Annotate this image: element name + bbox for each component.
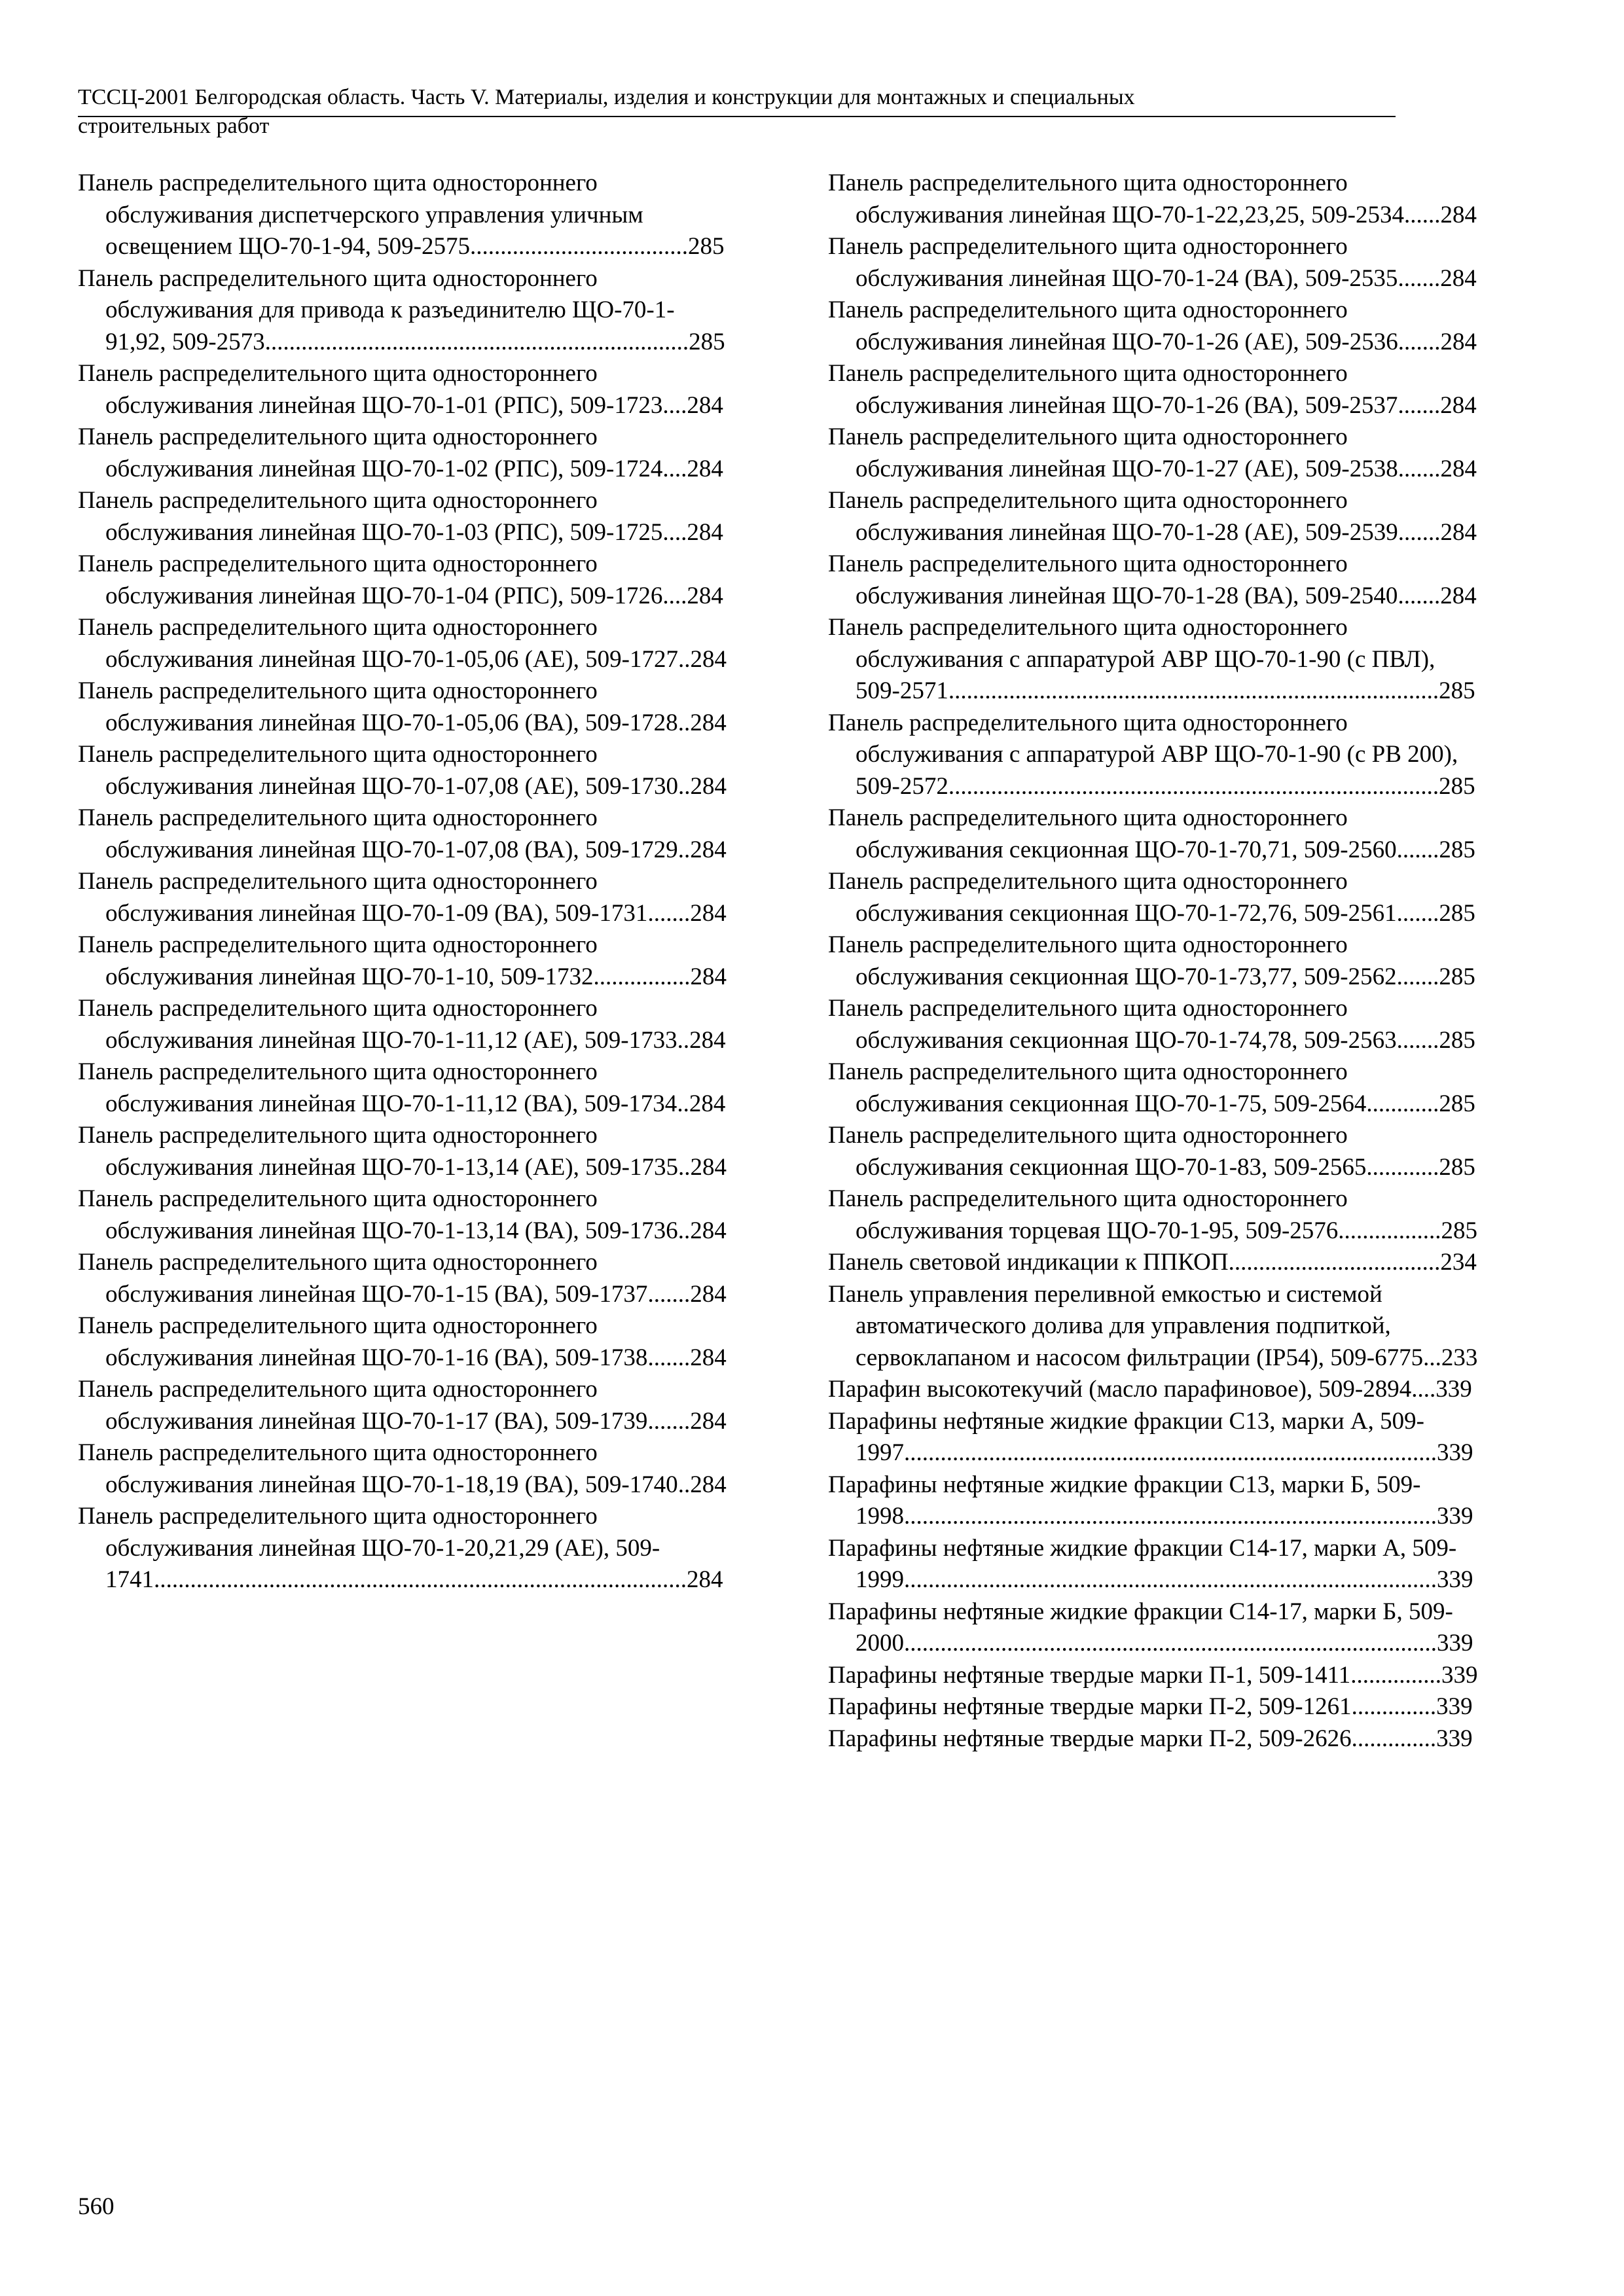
index-entry-text: Парафины нефтяные жидкие фракции С13, марки А, 509-1997 <box>828 1407 1424 1466</box>
index-entry-leader: .... <box>662 391 687 419</box>
index-entry <box>78 1374 731 1437</box>
index-entry-text: Панель распределительного щита одностороннего обслуживания линейная ЩО-70-1-13,14 (ВА), 509-1736 <box>78 1185 678 1244</box>
index-entry-leader: ....... <box>647 1344 691 1371</box>
index-entry-text: Панель распределительного щита одностороннего обслуживания линейная ЩО-70-1-27 (АЕ), 509-2538 <box>828 423 1398 482</box>
index-entry-text: Панель распределительного щита одностороннего обслуживания линейная ЩО-70-1-18,19 (ВА), 509-1740 <box>78 1439 678 1498</box>
index-entry-page: 339 <box>1437 1503 1473 1530</box>
index-entry <box>78 422 731 485</box>
index-entry-leader: .. <box>677 836 691 863</box>
index-entry <box>828 1279 1481 1374</box>
index-entry <box>828 708 1481 803</box>
index-entry <box>78 866 731 929</box>
index-entry-leader: .............. <box>1351 1725 1437 1752</box>
index-entry <box>828 295 1481 358</box>
index-entry-leader: ...................................................................... <box>264 328 689 355</box>
index-entry-text: Панель распределительного щита одностороннего обслуживания линейная ЩО-70-1-24 (ВА), 509-2535 <box>828 233 1398 292</box>
index-entry-text: Панель распределительного щита одностороннего обслуживания диспетчерского управления уличным освещением ЩО-70-1-94, 509-2575 <box>78 170 643 260</box>
index-entry-page: 284 <box>690 1153 727 1181</box>
index-entry-leader: .. <box>677 1471 691 1498</box>
index-entry <box>828 1183 1481 1247</box>
index-entry-leader: .. <box>677 1090 689 1117</box>
index-entry-text: Панель распределительного щита одностороннего обслуживания секционная ЩО-70-1-74,78, 509-2563 <box>828 995 1397 1054</box>
index-entry-page: 284 <box>1440 455 1477 482</box>
index-entry-text: Панель распределительного щита одностороннего обслуживания линейная ЩО-70-1-26 (АЕ), 509-2536 <box>828 296 1398 355</box>
index-entry <box>828 993 1481 1056</box>
index-entry-page: 284 <box>687 455 723 482</box>
index-entry-leader: .... <box>662 582 687 609</box>
index-entry-page: 284 <box>689 1026 726 1054</box>
index-entry-page: 284 <box>687 391 723 419</box>
index-entry-page: 285 <box>1439 836 1475 863</box>
index-entry-text: Парафин высокотекучий (масло парафиновое), 509-2894 <box>828 1376 1412 1403</box>
index-entry-page: 284 <box>690 1217 727 1244</box>
index-entry-text: Панель распределительного щита одностороннего обслуживания линейная ЩО-70-1-10, 509-1732 <box>78 931 598 990</box>
header-title-continuation: строительных работ <box>78 114 270 138</box>
index-entry-text: Панель распределительного щита одностороннего обслуживания секционная ЩО-70-1-70,71, 509-2560 <box>828 804 1397 863</box>
index-entry <box>828 422 1481 485</box>
index-entry <box>78 168 731 263</box>
index-entry-leader: .. <box>677 1153 691 1181</box>
index-entry-page: 339 <box>1436 1693 1473 1720</box>
index-entry <box>828 1469 1481 1533</box>
index-entry-text: Панель распределительного щита одностороннего обслуживания линейная ЩО-70-1-07,08 (АЕ), 509-1730 <box>78 741 678 800</box>
index-entry-leader: .... <box>1411 1376 1436 1403</box>
header-divider <box>78 116 1396 117</box>
index-entry <box>78 1501 731 1596</box>
index-entry-page: 285 <box>1439 1090 1475 1117</box>
index-entry-leader: ....... <box>1396 899 1439 927</box>
index-entry-leader: ....... <box>647 1407 691 1435</box>
header-title: ТССЦ-2001 Белгородская область. Часть V. Материалы, изделия и конструкции для монтажных и специальных <box>78 85 1135 109</box>
index-entry-leader: ....... <box>1398 455 1441 482</box>
index-entry-page: 285 <box>687 233 725 260</box>
index-entry <box>828 612 1481 708</box>
index-entry-text: Панель распределительного щита одностороннего обслуживания линейная ЩО-70-1-13,14 (АЕ), 509-1735 <box>78 1122 678 1181</box>
index-entry-leader: .... <box>662 518 687 546</box>
index-entry <box>78 263 731 359</box>
index-entry-page: 233 <box>1441 1344 1478 1371</box>
index-entry-page: 234 <box>1440 1249 1477 1276</box>
index-entry-text: Панель распределительного щита одностороннего обслуживания секционная ЩО-70-1-83, 509-2565 <box>828 1122 1367 1181</box>
index-entry-text: Панель распределительного щита одностороннего обслуживания линейная ЩО-70-1-28 (ВА), 509-2540 <box>828 550 1398 609</box>
index-entry <box>828 1056 1481 1120</box>
index-entry-leader: ................ <box>593 963 691 990</box>
index-entry-page: 285 <box>1439 1026 1475 1054</box>
index-entry-page: 339 <box>1436 1725 1473 1752</box>
index-entry <box>78 358 731 422</box>
index-entry-text: Панель распределительного щита одностороннего обслуживания линейная ЩО-70-1-17 (ВА), 509-1739 <box>78 1376 648 1435</box>
index-column-right <box>828 168 1481 1755</box>
index-entry-leader: .. <box>677 709 691 736</box>
index-entry-page: 284 <box>690 1407 727 1435</box>
index-entry-page: 284 <box>690 645 727 673</box>
index-entry-text: Панель распределительного щита одностороннего обслуживания линейная ЩО-70-1-16 (ВА), 509-1738 <box>78 1312 648 1371</box>
index-entry-text: Панель распределительного щита одностороннего обслуживания линейная ЩО-70-1-07,08 (ВА), 509-1729 <box>78 804 678 863</box>
index-entry-text: Парафины нефтяные жидкие фракции С14-17, марки Б, 509-2000 <box>828 1598 1453 1657</box>
index-entry-text: Парафины нефтяные твердые марки П-2, 509-2626 <box>828 1725 1352 1752</box>
index-entry-leader: ....... <box>1398 328 1441 355</box>
index-entry-page: 284 <box>690 1471 727 1498</box>
index-entry <box>828 866 1481 929</box>
index-entry <box>828 358 1481 422</box>
index-entry-page: 284 <box>690 1280 727 1308</box>
index-entry <box>828 231 1481 295</box>
index-entry-leader: ....... <box>1396 963 1439 990</box>
index-entry-page: 284 <box>1440 518 1477 546</box>
index-entry <box>78 612 731 675</box>
index-entry <box>828 1660 1481 1692</box>
index-entry-text: Парафины нефтяные твердые марки П-2, 509-1261 <box>828 1693 1352 1720</box>
index-entry-leader: .. <box>677 772 691 800</box>
index-entry-leader: ............... <box>1350 1661 1441 1689</box>
index-entry-page: 284 <box>687 582 723 609</box>
index-entry-page: 339 <box>1437 1630 1473 1657</box>
index-entry-page: 285 <box>1439 772 1475 800</box>
index-entry-text: Панель распределительного щита одностороннего обслуживания линейная ЩО-70-1-09 (ВА), 509-1731 <box>78 868 648 927</box>
index-entry-leader: ........................................................................................ <box>904 1439 1437 1466</box>
index-entry <box>828 802 1481 866</box>
index-entry-page: 284 <box>690 836 727 863</box>
index-entry-leader: ....... <box>1398 518 1441 546</box>
index-entry-text: Панель распределительного щита одностороннего обслуживания линейная ЩО-70-1-22,23,25, 509-2534 <box>828 170 1404 228</box>
index-entry-page: 285 <box>1439 899 1475 927</box>
index-entry-page: 284 <box>1440 201 1477 228</box>
index-entry-text: Панель световой индикации к ППКОП <box>828 1249 1229 1276</box>
index-entry-text: Парафины нефтяные жидкие фракции С13, марки Б, 509-1998 <box>828 1471 1421 1530</box>
index-entry-text: Панель распределительного щита одностороннего обслуживания линейная ЩО-70-1-20,21,29 (АЕ), 509-1741 <box>78 1503 660 1593</box>
index-entry-leader: .. <box>677 1026 690 1054</box>
index-entry-text: Панель распределительного щита одностороннего обслуживания линейная ЩО-70-1-03 (РПС), 509-1725 <box>78 487 663 546</box>
index-entry-text: Панель распределительного щита одностороннего обслуживания с аппаратурой АВР ЩО-70-1-90 (с РВ 200), 509-2572 <box>828 709 1458 800</box>
index-entry-text: Панель распределительного щита одностороннего обслуживания линейная ЩО-70-1-02 (РПС), 509-1724 <box>78 423 663 482</box>
index-entry <box>828 1120 1481 1183</box>
page-number: 560 <box>78 2193 115 2220</box>
index-entry-page: 285 <box>1439 963 1475 990</box>
index-entry-leader: .... <box>662 455 687 482</box>
index-entry-leader: ....... <box>1398 582 1441 609</box>
page-header <box>78 83 1396 141</box>
index-entry <box>828 1533 1481 1596</box>
index-entry-page: 339 <box>1437 1566 1473 1593</box>
index-entry <box>78 1120 731 1183</box>
index-entry <box>78 1247 731 1310</box>
index-entry-leader: ........................................................................................ <box>154 1566 687 1593</box>
index-entry-page: 284 <box>687 518 723 546</box>
index-entry <box>78 1310 731 1374</box>
index-entry-leader: ........................................................................................ <box>904 1503 1437 1530</box>
index-entry-page: 284 <box>1440 264 1477 292</box>
index-entry-text: Панель распределительного щита одностороннего обслуживания торцевая ЩО-70-1-95, 509-2576 <box>828 1185 1348 1244</box>
index-entry-leader: ...... <box>1403 201 1441 228</box>
index-entry-page: 284 <box>1440 582 1477 609</box>
index-entry-page: 285 <box>689 328 725 355</box>
index-entry-leader: ........................................................................................ <box>904 1630 1437 1657</box>
index-entry-leader: ... <box>1423 1344 1441 1371</box>
index-entry <box>828 1406 1481 1469</box>
index-entry-leader: .................................... <box>469 233 688 260</box>
index-entry-text: Панель распределительного щита одностороннего обслуживания с аппаратурой АВР ЩО-70-1-90 (с ПВЛ), 509-2571 <box>828 614 1435 704</box>
index-entry-leader: ....... <box>647 899 691 927</box>
index-entry-page: 284 <box>689 1090 726 1117</box>
index-entry-text: Панель распределительного щита одностороннего обслуживания линейная ЩО-70-1-01 (РПС), 509-1723 <box>78 360 663 419</box>
index-entry <box>78 1437 731 1501</box>
index-entry <box>78 675 731 739</box>
index-entry-text: Панель распределительного щита одностороннего обслуживания линейная ЩО-70-1-26 (ВА), 509-2537 <box>828 360 1398 419</box>
index-entry <box>78 1183 731 1247</box>
index-entry-page: 284 <box>690 772 727 800</box>
index-entry-text: Панель распределительного щита одностороннего обслуживания секционная ЩО-70-1-72,76, 509-2561 <box>828 868 1397 927</box>
index-entry-text: Панель распределительного щита одностороннего обслуживания линейная ЩО-70-1-28 (АЕ), 509-2539 <box>828 487 1398 546</box>
index-entry-leader: ................................... <box>1228 1249 1441 1276</box>
index-entry-leader: ................. <box>1338 1217 1441 1244</box>
index-entry-page: 339 <box>1435 1376 1472 1403</box>
index-entry <box>828 1691 1481 1723</box>
index-entry <box>78 485 731 548</box>
index-entry <box>828 168 1481 231</box>
index-entry-leader: ........................................................................................ <box>904 1566 1437 1593</box>
index-entry <box>78 993 731 1056</box>
index-entry-leader: .............. <box>1351 1693 1437 1720</box>
index-entry-leader: ....... <box>1396 1026 1439 1054</box>
index-entry-text: Панель распределительного щита одностороннего обслуживания линейная ЩО-70-1-11,12 (АЕ), 509-1733 <box>78 995 677 1054</box>
index-entry-page: 285 <box>1441 1217 1478 1244</box>
index-entry-text: Панель распределительного щита одностороннего обслуживания линейная ЩО-70-1-05,06 (ВА), 509-1728 <box>78 677 678 736</box>
index-entry-page: 285 <box>1439 1153 1475 1181</box>
index-entry-page: 284 <box>690 963 727 990</box>
index-entry <box>828 1247 1481 1279</box>
index-entry-text: Панель распределительного щита одностороннего обслуживания секционная ЩО-70-1-75, 509-2564 <box>828 1058 1367 1117</box>
index-entry-text: Панель распределительного щита одностороннего обслуживания линейная ЩО-70-1-04 (РПС), 509-1726 <box>78 550 663 609</box>
index-entry <box>828 1596 1481 1660</box>
index-entry <box>78 802 731 866</box>
index-entry-page: 284 <box>690 1344 727 1371</box>
index-entry-leader: ....... <box>1398 264 1441 292</box>
index-entry-page: 339 <box>1437 1439 1473 1466</box>
index-entry-leader: .. <box>677 645 691 673</box>
index-entry <box>828 548 1481 612</box>
index-entry-page: 339 <box>1441 1661 1478 1689</box>
index-entry <box>828 485 1481 548</box>
index-entry <box>828 1374 1481 1406</box>
index-entry <box>828 929 1481 993</box>
index-entry-page: 284 <box>1440 391 1477 419</box>
index-entry-leader: ....... <box>1396 836 1439 863</box>
index-entry-leader: .. <box>677 1217 691 1244</box>
index-entry <box>78 929 731 993</box>
index-entry <box>78 548 731 612</box>
index-entry-page: 284 <box>687 1566 723 1593</box>
index-entry <box>78 1056 731 1120</box>
index-entry-page: 284 <box>690 899 727 927</box>
index-entry-text: Панель управления переливной емкостью и системой автоматического долива для управления подпиткой, сервоклапаном и насосом фильтрации (IP54), 509-6775 <box>828 1280 1424 1371</box>
index-entry-leader: ................................................................................. <box>948 677 1439 704</box>
index-entry-text: Парафины нефтяные твердые марки П-1, 509-1411 <box>828 1661 1351 1689</box>
index-entry-leader: ....... <box>647 1280 691 1308</box>
index-entry-text: Парафины нефтяные жидкие фракции С14-17, марки А, 509-1999 <box>828 1534 1457 1593</box>
index-entry-leader: ....... <box>1398 391 1441 419</box>
index-entry-page: 284 <box>690 709 727 736</box>
index-entry-text: Панель распределительного щита одностороннего обслуживания линейная ЩО-70-1-05,06 (АЕ), 509-1727 <box>78 614 678 673</box>
index-entry <box>828 1723 1481 1755</box>
index-entry-leader: ............ <box>1366 1090 1439 1117</box>
index-entry-leader: ............ <box>1366 1153 1439 1181</box>
index-entry <box>78 739 731 802</box>
index-entry-text: Панель распределительного щита одностороннего обслуживания линейная ЩО-70-1-11,12 (ВА), 509-1734 <box>78 1058 677 1117</box>
index-entry-page: 285 <box>1439 677 1475 704</box>
index-column-left <box>78 168 731 1596</box>
index-entry-text: Панель распределительного щита одностороннего обслуживания секционная ЩО-70-1-73,77, 509-2562 <box>828 931 1397 990</box>
index-entry-page: 284 <box>1440 328 1477 355</box>
index-entry-text: Панель распределительного щита одностороннего обслуживания для привода к разъединителю ЩО-70-1-91,92, 509-2573 <box>78 264 675 355</box>
index-entry-text: Панель распределительного щита одностороннего обслуживания линейная ЩО-70-1-15 (ВА), 509-1737 <box>78 1249 648 1308</box>
index-entry-leader: ................................................................................. <box>948 772 1439 800</box>
